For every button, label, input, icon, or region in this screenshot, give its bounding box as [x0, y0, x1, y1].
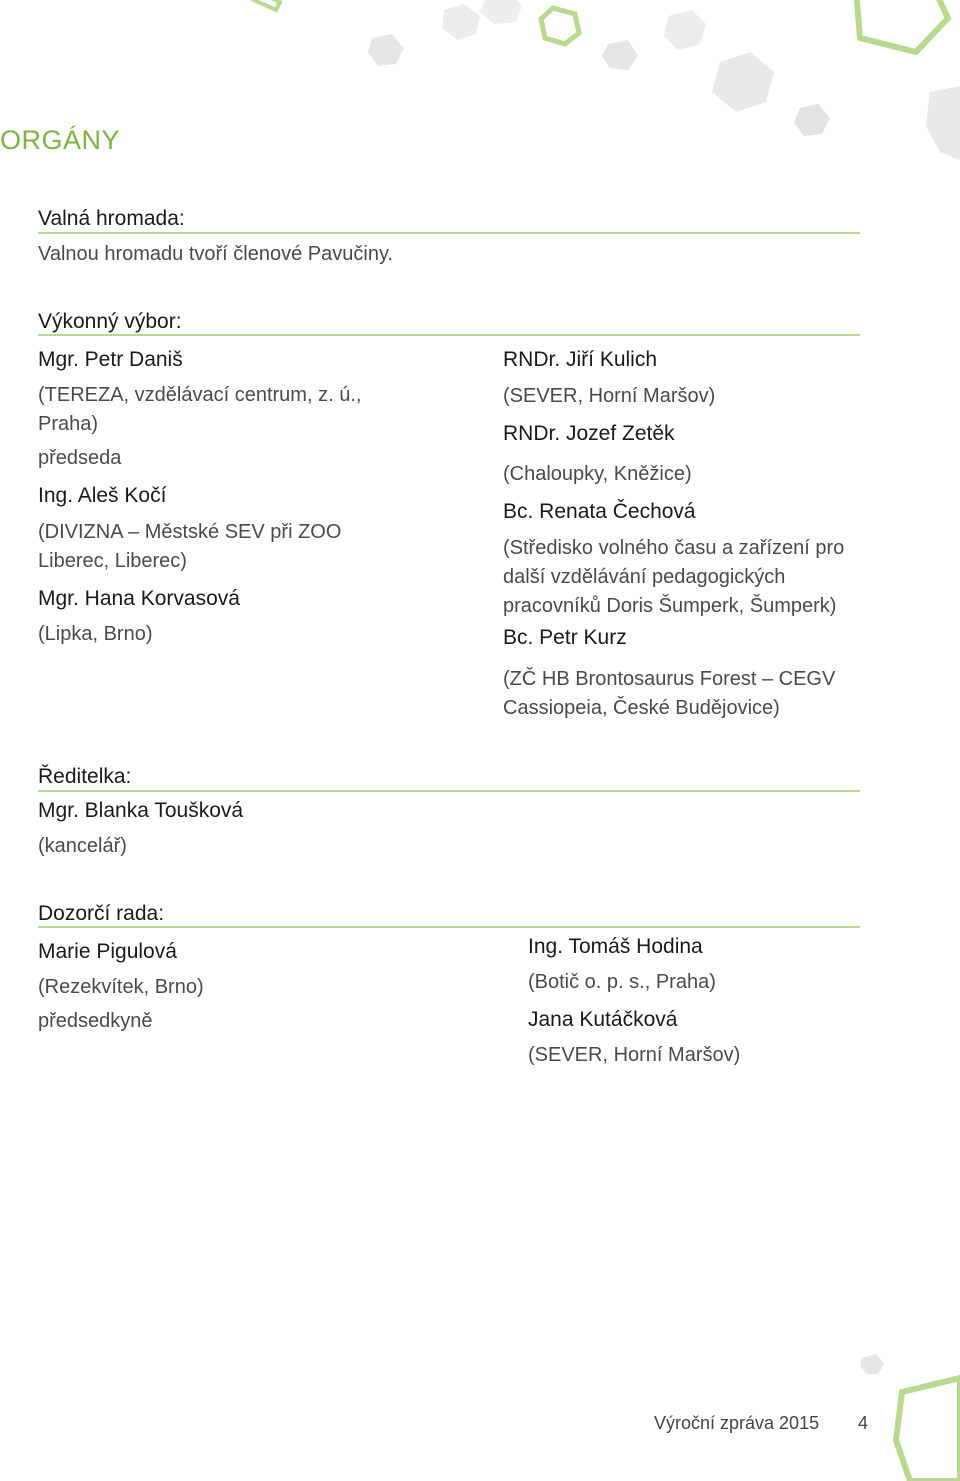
- member-detail: Liberec, Liberec): [38, 550, 187, 572]
- member-detail: (SEVER, Horní Maršov): [503, 385, 716, 407]
- hexagon-shape: [254, 0, 280, 10]
- member-detail: pracovníků Doris Šumperk, Šumperk): [503, 595, 837, 617]
- member-detail: (ZČ HB Brontosaurus Forest – CEGV: [503, 668, 836, 690]
- member-name: RNDr. Jozef Zetěk: [503, 422, 675, 445]
- member-name: Jana Kutáčková: [528, 1008, 678, 1031]
- member-role: předsedkyně: [38, 1010, 153, 1032]
- hexagon-shape: [541, 8, 579, 44]
- member-detail: další vzdělávání pedagogických: [503, 566, 786, 588]
- page-number: 4: [858, 1413, 869, 1433]
- member-detail: (Středisko volného času a zařízení pro: [503, 537, 845, 559]
- member-detail: (TEREZA, vzdělávací centrum, z. ú.,: [38, 384, 362, 406]
- member-name: Mgr. Hana Korvasová: [38, 587, 240, 610]
- member-name: Bc. Petr Kurz: [503, 626, 627, 649]
- member-detail: (Botič o. p. s., Praha): [528, 971, 716, 993]
- hexagon-shape: [794, 104, 830, 136]
- footer-report-title: Výroční zpráva 2015: [654, 1413, 820, 1433]
- section-heading-vykonny-vybor: Výkonný výbor:: [38, 310, 182, 333]
- hexagon-shape: [860, 1354, 884, 1374]
- section-divider: [38, 926, 860, 928]
- member-detail: Praha): [38, 413, 99, 435]
- page-title: ORGÁNY: [0, 125, 121, 155]
- hexagon-shape: [368, 34, 404, 66]
- member-detail: (kancelář): [38, 835, 127, 857]
- hexagon-shape: [926, 86, 960, 160]
- valna-hromada-text: Valnou hromadu tvoří členové Pavučiny.: [38, 243, 394, 265]
- member-detail: (Lipka, Brno): [38, 623, 153, 645]
- member-detail: (Chaloupky, Kněžice): [503, 463, 692, 485]
- hexagon-shape: [602, 40, 638, 70]
- section-divider: [38, 790, 860, 792]
- member-name: RNDr. Jiří Kulich: [503, 348, 658, 371]
- member-name: Bc. Renata Čechová: [503, 500, 696, 523]
- member-name: Mgr. Blanka Toušková: [38, 799, 244, 822]
- member-detail: (Rezekvítek, Brno): [38, 976, 204, 998]
- member-name: Marie Pigulová: [38, 940, 177, 963]
- section-divider: [38, 232, 860, 234]
- hexagon-shape: [896, 1378, 960, 1481]
- hexagon-shape: [712, 52, 774, 112]
- section-heading-dozorci-rada: Dozorčí rada:: [38, 902, 165, 925]
- member-role: předseda: [38, 447, 122, 469]
- section-divider: [38, 334, 860, 336]
- member-detail: Cassiopeia, České Budějovice): [503, 697, 780, 719]
- member-name: Ing. Aleš Kočí: [38, 484, 167, 507]
- section-heading-reditelka: Ředitelka:: [38, 765, 132, 788]
- member-detail: (DIVIZNA – Městské SEV při ZOO: [38, 521, 342, 543]
- hexagon-shape: [480, 0, 522, 24]
- member-name: Ing. Tomáš Hodina: [528, 935, 703, 958]
- member-detail: (SEVER, Horní Maršov): [528, 1044, 741, 1066]
- hexagon-shape: [442, 4, 480, 40]
- section-heading-valna-hromada: Valná hromada:: [38, 207, 185, 230]
- member-name: Mgr. Petr Daniš: [38, 348, 183, 371]
- hexagon-shape: [856, 0, 948, 52]
- hexagon-shape: [664, 10, 706, 50]
